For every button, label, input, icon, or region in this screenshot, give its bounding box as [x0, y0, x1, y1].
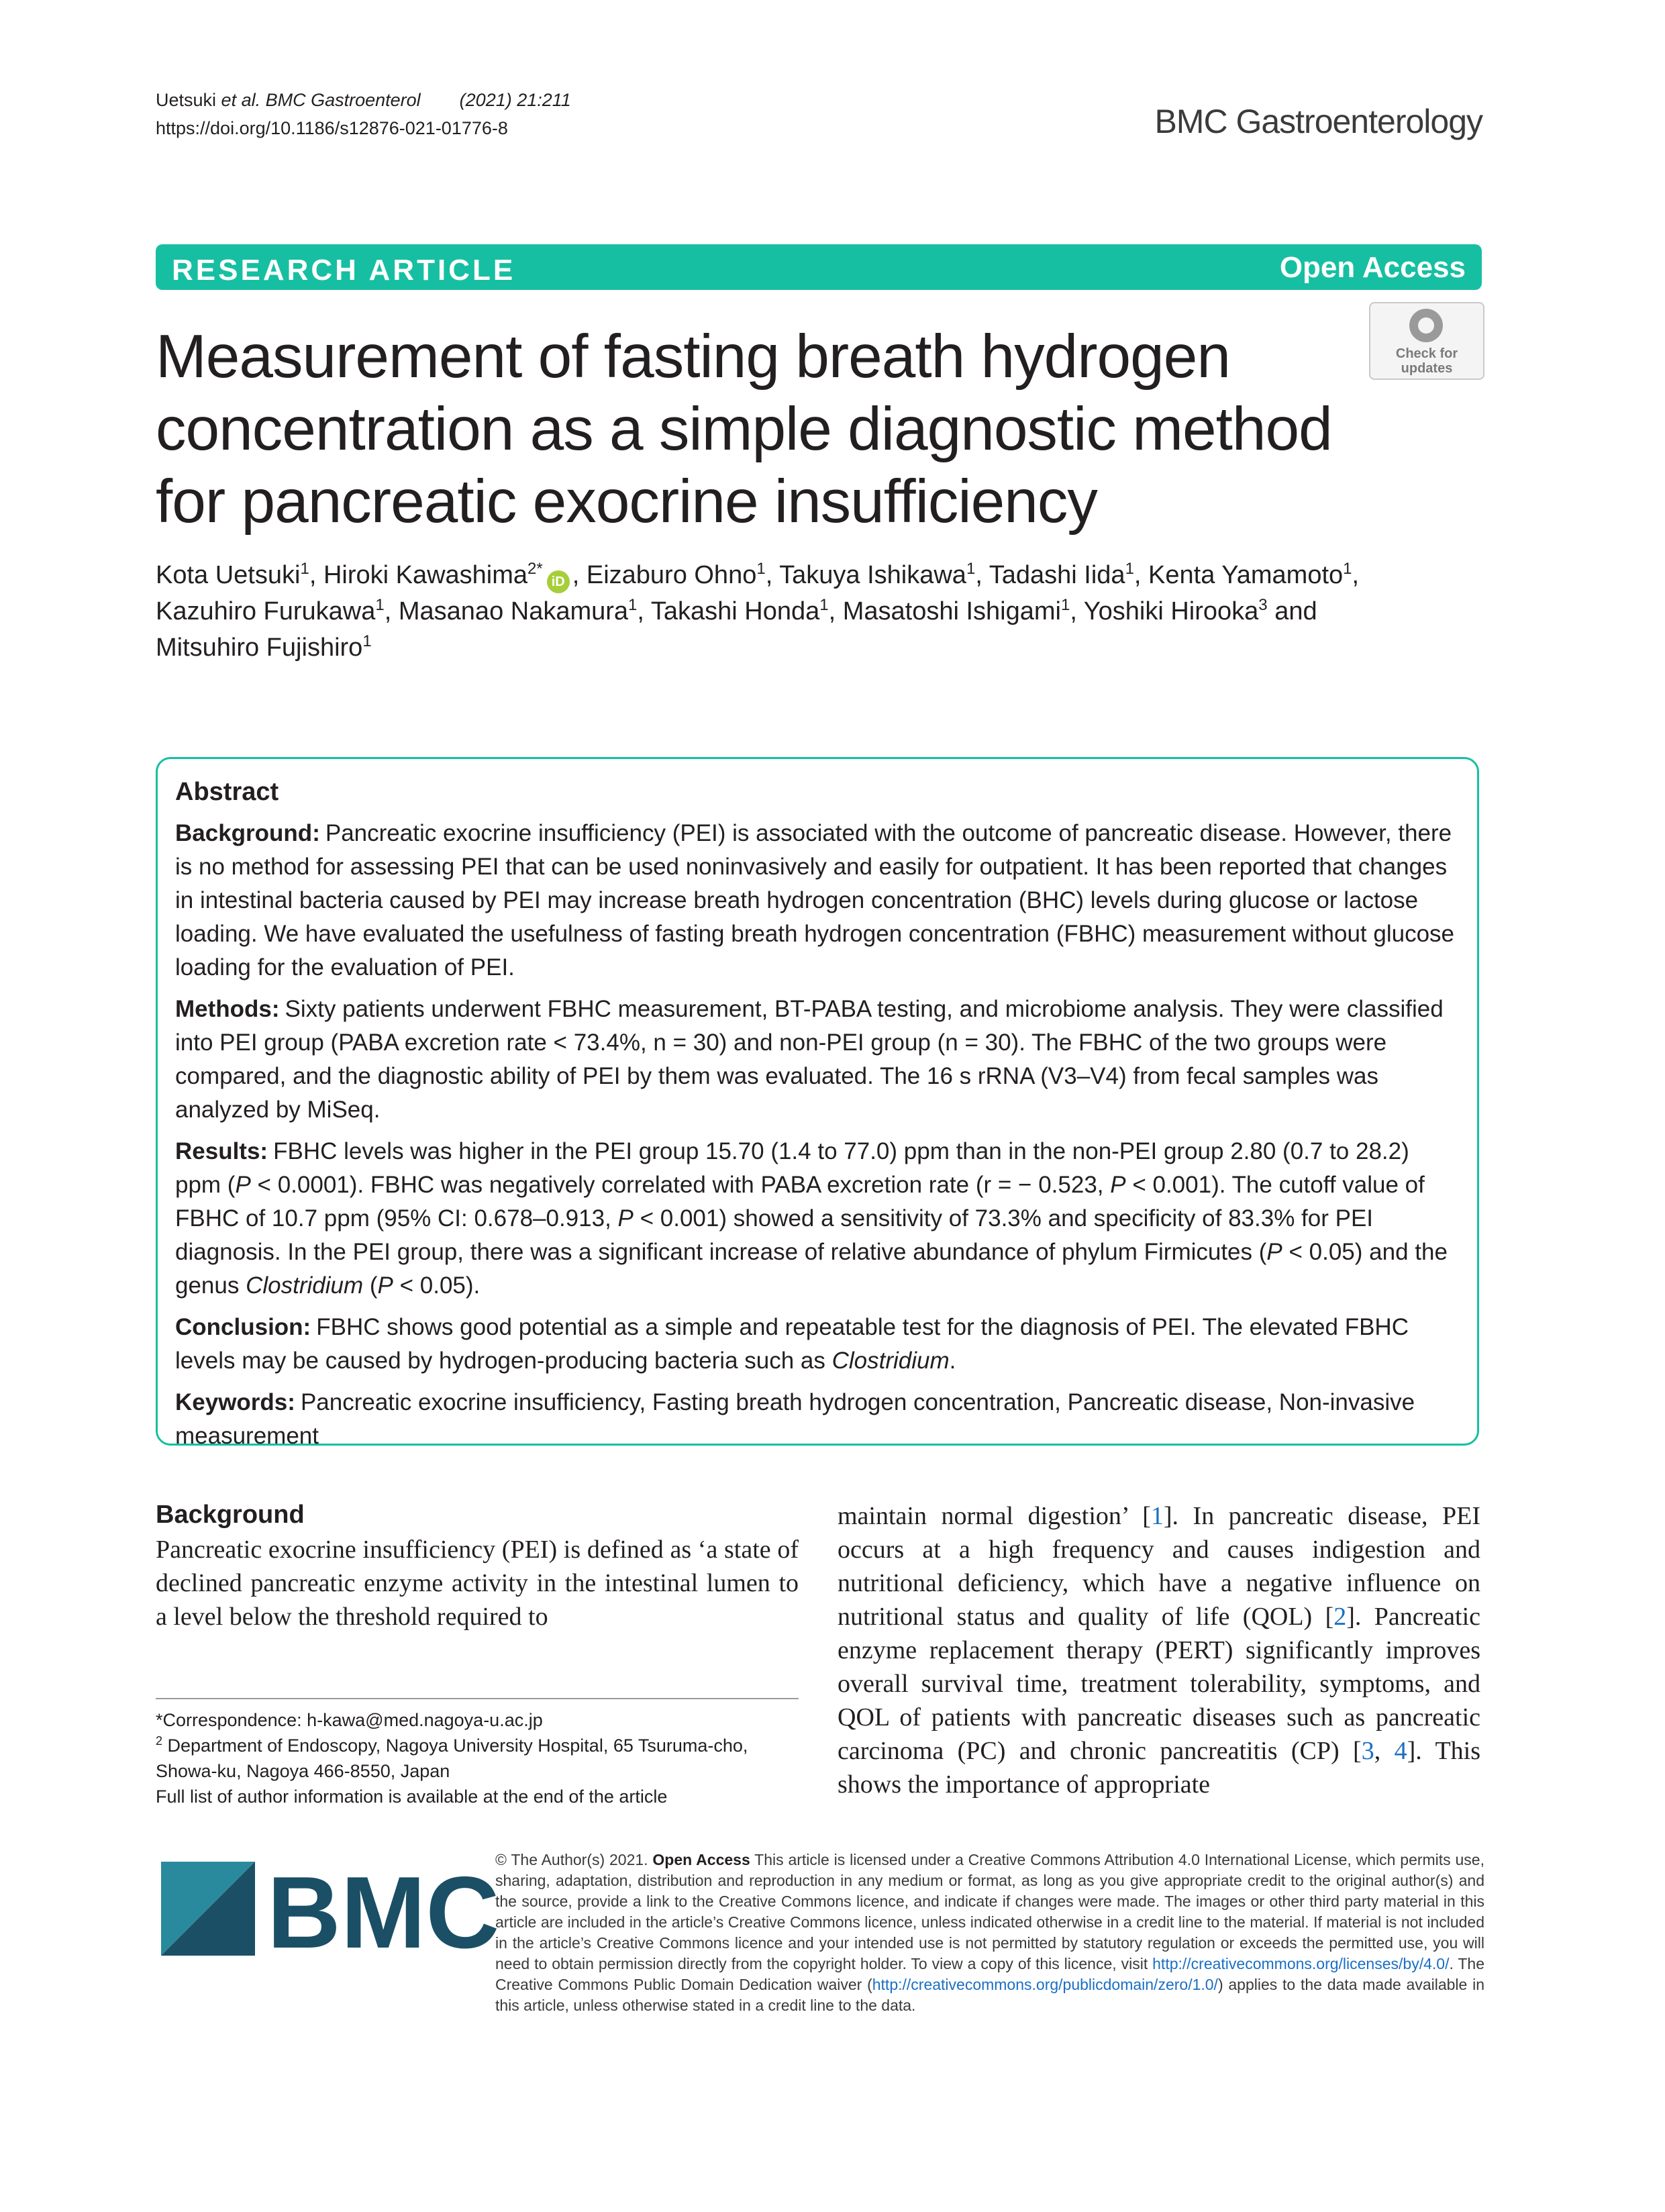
open-access-label: Open Access	[1279, 251, 1466, 284]
journal-name: BMC Gastroenterology	[1154, 103, 1482, 140]
author[interactable]: Masatoshi Ishigami$^1$	[842, 596, 1070, 625]
check-updates-text: Check for updates	[1395, 346, 1458, 376]
abstract-content	[175, 775, 1458, 1461]
author-list: Kota Uetsuki$^1$, Hiroki Kawashima$^{2*}$iD , Eizaburo Ohno$^1$, Takuya Ishikawa$^1$, Tadashi Iida$^1$, Kenta Yamamoto$^1$, Kazuhiro Furukawa$^1$, Masanao Nakamura$^1$, Takashi Honda$^1$, Masatoshi Ishigami$^1$, Yoshiki Hirooka$^3$ and Mitsuhiro Fujishiro$^1$	[156, 560, 1360, 662]
abstract-keywords: Keywords: Pancreatic exocrine insufficiency, Fasting breath hydrogen concentration, Pancreatic disease, Non-invasive measurement	[175, 1389, 1415, 1449]
affiliation-footnote: $^2$ Department of Endoscopy, Nagoya University Hospital, 65 Tsuruma-cho, Showa-ku, Nagoya 466-8550, Japan	[156, 1734, 748, 1781]
abstract-heading: Abstract	[175, 778, 279, 806]
abstract-box	[156, 757, 1479, 1449]
abstract-methods: Methods: Sixty patients underwent FBHC measurement, BT-PABA testing, and microbiome analysis. They were classified into PEI group (PABA excretion rate < 73.4%, n = 30) and non-PEI group (n = 30). The FBHC of the two groups were compared, and the diagnostic ability of PEI by them was evaluated. The 16 s rRNA (V3–V4) from fecal samples was analyzed by MiSeq.	[175, 996, 1444, 1123]
check-for-updates-badge[interactable]	[1369, 302, 1484, 380]
abstract-conclusion: Conclusion: FBHC shows good potential as a simple and repeatable test for the diagnosis of PEI. The elevated FBHC levels may be caused by hydrogen-producing bacteria such as Clostridium.	[175, 1314, 1409, 1374]
body-right-column: maintain normal digestion’ [1]. In pancreatic disease, PEI occurs at a high frequency and causes indigestion and nutritional deficiency, which have a negative influence on nutritional status and quality of life (QOL) [2]. Pancreatic enzyme replacement therapy (PERT) significantly improves overall survival time, treatment tolerability, symptoms, and QOL of patients with pancreatic diseases such as pancreatic carcinoma (PC) and chronic pancreatitis (CP) [3, 4]. This shows the importance of appropriate	[838, 1502, 1480, 1799]
body-left-column: Pancreatic exocrine insufficiency (PEI) is defined as ‘a state of declined pancreatic enzyme activity in the intestinal lumen to a level below the threshold required to	[156, 1536, 799, 1631]
citation-ref[interactable]: 3	[1361, 1737, 1374, 1765]
bmc-logo[interactable]	[161, 1855, 500, 1970]
citation	[156, 86, 571, 114]
check-updates-icon	[1409, 309, 1443, 342]
author[interactable]: Takuya Ishikawa$^1$	[779, 560, 976, 589]
author[interactable]: Takashi Honda$^1$	[650, 596, 829, 625]
author[interactable]: Tadashi Iida$^1$	[989, 560, 1134, 589]
citation-ref[interactable]: 4	[1394, 1737, 1407, 1765]
abstract-background: Background: Pancreatic exocrine insufficiency (PEI) is associated with the outcome of pancreatic disease. However, there is no method for assessing PEI that can be used noninvasively and easily for outpatient. It has been reported that changes in intestinal bacteria caused by PEI may increase breath hydrogen concentration (BHC) levels during glucose or lactose loading. We have evaluated the usefulness of fasting breath hydrogen concentration (FBHC) measurement without glucose loading for the evaluation of PEI.	[175, 820, 1455, 981]
authors-and: and	[1274, 597, 1317, 625]
abstract-results: Results: FBHC levels was higher in the PEI group 15.70 (1.4 to 77.0) ppm than in the non-PEI group 2.80 (0.7 to 28.2) ppm (P < 0.0001). FBHC was negatively correlated with PABA excretion rate (r = − 0.523, P < 0.001). The cutoff value of FBHC of 10.7 ppm (95% CI: 0.678–0.913, P < 0.001) showed a sensitivity of 73.3% and specificity of 83.3% for PEI diagnosis. In the PEI group, there was a significant increase of relative abundance of phylum Firmicutes (P < 0.05) and the genus Clostridium (P < 0.05).	[175, 1138, 1448, 1299]
author[interactable]: Kota Uetsuki$^1$	[156, 560, 309, 589]
citation-volume: (2021) 21:211	[459, 90, 571, 110]
bmc-logo-text: BMC	[267, 1856, 500, 1970]
license-link[interactable]: http://creativecommons.org/licenses/by/4.0/	[1152, 1955, 1450, 1972]
author[interactable]: Masanao Nakamura$^1$	[398, 596, 638, 625]
author[interactable]: Mitsuhiro Fujishiro$^1$	[156, 632, 372, 662]
orcid-icon[interactable]: iD	[547, 570, 570, 593]
license-text: © The Author(s) 2021. Open Access This article is licensed under a Creative Commons Attribution 4.0 International License, which permits use, sharing, adaptation, distribution and reproduction in any medium or format, as long as you give appropriate credit to the original author(s) and the source, provide a link to the Creative Commons licence, and indicate if changes were made. The images or other third party material in this article are included in the article’s Creative Commons licence, unless indicated otherwise in a credit line to the material. If material is not included in the article’s Creative Commons licence and your intended use is not permitted by statutory regulation or exceeds the permitted use, you will need to obtain permission directly from the copyright holder. To view a copy of this licence, visit http://creativecommons.org/licenses/by/4.0/. The Creative Commons Public Domain Dedication waiver (http://creativecommons.org/publicdomain/zero/1.0/) applies to the data made available in this article, unless otherwise stated in a credit line to the data.	[495, 1851, 1485, 2014]
public-domain-link[interactable]: http://creativecommons.org/publicdomain/zero/1.0/	[872, 1976, 1218, 1993]
author[interactable]: Eizaburo Ohno$^1$	[586, 560, 766, 589]
author[interactable]: Yoshiki Hirooka$^3$	[1083, 596, 1268, 625]
doi-link[interactable]: https://doi.org/10.1186/s12876-021-01776-8	[156, 118, 508, 138]
citation-authors: Uetsuki	[156, 90, 217, 110]
author[interactable]: Kazuhiro Furukawa$^1$	[156, 596, 385, 625]
article-type-banner	[156, 244, 1482, 290]
correspondence[interactable]: *Correspondence: h-kawa@med.nagoya-u.ac.jp	[156, 1710, 543, 1730]
running-header	[156, 86, 571, 142]
article-type-label: RESEARCH ARTICLE	[172, 254, 516, 287]
author[interactable]: Hiroki Kawashima$^{2*}$	[323, 560, 543, 589]
author-info-note: Full list of author information is available at the end of the article	[156, 1787, 668, 1807]
citation-ref[interactable]: 2	[1333, 1603, 1347, 1631]
footnotes	[156, 1707, 799, 1809]
citation-journal: et al. BMC Gastroenterol	[221, 90, 421, 110]
footnote-divider	[156, 1698, 799, 1699]
author[interactable]: Kenta Yamamoto$^1$	[1148, 560, 1352, 589]
article-title: Measurement of fasting breath hydrogen concentration as a simple diagnostic method for pancreatic exocrine insufficiency	[156, 323, 1332, 536]
citation-ref[interactable]: 1	[1150, 1502, 1164, 1530]
section-heading-background: Background	[156, 1501, 305, 1529]
